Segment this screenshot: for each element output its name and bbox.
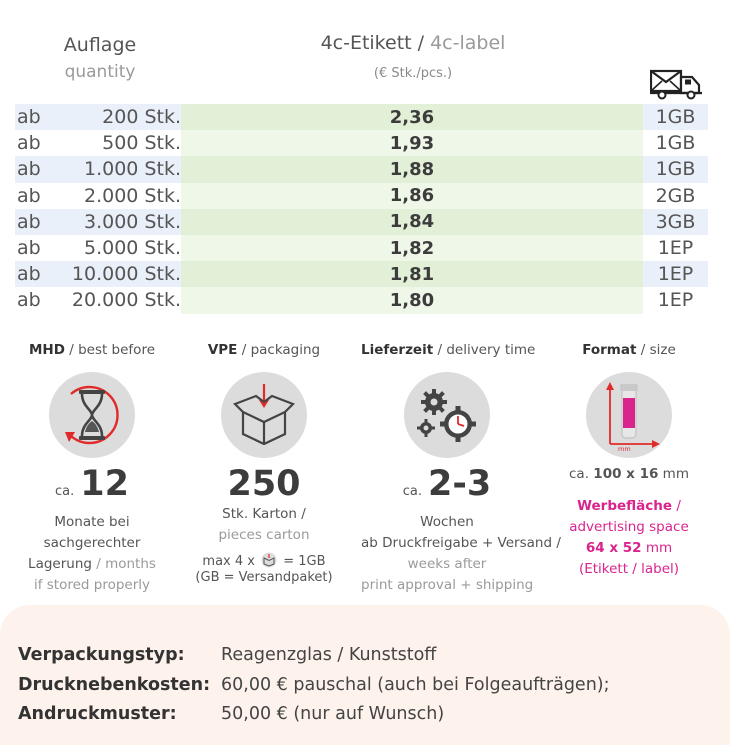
row-shipping: 1EP	[657, 237, 694, 260]
row-quantity: 5.000 Stk.	[84, 237, 181, 260]
test-tube-icon	[586, 372, 672, 458]
quantity-header-de: Auflage	[63, 34, 137, 56]
row-ab: ab	[17, 237, 41, 260]
detail-value: 50,00 € (nur auf Wunsch)	[221, 704, 445, 724]
table-row	[15, 261, 708, 287]
row-shipping: 1EP	[643, 261, 708, 287]
row-shipping: 1GB	[643, 156, 708, 182]
row-price: 1,82	[181, 235, 643, 261]
format-icon-mm: mm	[618, 445, 631, 453]
vpe-title: VPE / packaging	[207, 342, 321, 358]
box-icon	[221, 372, 307, 458]
table-row	[15, 209, 708, 235]
vpe-note1-b: = 1GB	[283, 554, 326, 569]
row-ab: ab	[17, 132, 41, 155]
row-price: 1,81	[181, 261, 643, 287]
row-quantity: 3.000 Stk.	[55, 209, 181, 235]
row-quantity: 10.000 Stk.	[55, 261, 181, 287]
table-row	[15, 156, 708, 182]
mhd-title: MHD / best before	[28, 342, 156, 358]
delivery-number: 2-3	[428, 464, 492, 504]
delivery-title-de: Lieferzeit	[361, 342, 434, 358]
detail-key: Drucknebenkosten:	[18, 675, 211, 695]
row-quantity: 20.000 Stk.	[71, 289, 181, 312]
format-ad-note: (Etikett / label)	[578, 561, 680, 577]
row-price: 2,36	[181, 104, 643, 130]
format-size-value: 100 x 16	[593, 466, 659, 482]
format-ad-unit: mm	[645, 540, 673, 556]
table-row	[15, 183, 708, 209]
mhd-number: 12	[80, 464, 129, 504]
table-row	[15, 235, 708, 261]
vpe-line2: pieces carton	[218, 527, 310, 543]
format-title-de: Format	[582, 342, 637, 358]
mhd-line2: sachgerechter	[43, 535, 141, 551]
format-ca: ca.	[569, 466, 589, 482]
mhd-line3-de: Lagerung	[28, 556, 92, 572]
mhd-line3: Lagerung / months	[28, 556, 156, 572]
row-ab: ab	[17, 184, 41, 207]
delivery-ca: ca.	[402, 484, 422, 499]
price-table	[15, 104, 708, 314]
delivery-line2: ab Druckfreigabe + Versand /	[361, 535, 561, 551]
price-unit: (€ Stk./pcs.)	[373, 66, 453, 81]
row-quantity: 1.000 Stk.	[55, 156, 181, 182]
detail-row	[18, 704, 444, 724]
quantity-header-en: quantity	[64, 62, 136, 82]
row-quantity: 500 Stk.	[102, 132, 181, 155]
info-delivery	[361, 342, 561, 596]
format-ad-en: advertising space	[569, 519, 689, 535]
detail-key: Verpackungstyp:	[18, 645, 185, 665]
mhd-title-en: best before	[78, 342, 156, 358]
row-ab: ab	[15, 261, 55, 287]
detail-value: Reagenzglas / Kunststoff	[221, 645, 437, 665]
row-price: 1,93	[181, 130, 643, 156]
delivery-title-en: delivery time	[446, 342, 536, 358]
gears-clock-icon	[404, 372, 490, 458]
table-row	[15, 287, 708, 313]
table-row	[15, 104, 708, 130]
info-mhd	[6, 342, 178, 596]
format-title: Format / size	[582, 342, 676, 358]
format-ad-de: Werbefläche	[577, 498, 673, 514]
detail-row	[18, 645, 436, 665]
details-panel	[0, 605, 730, 745]
delivery-line1: Wochen	[420, 514, 474, 530]
hourglass-icon	[49, 372, 135, 458]
mhd-title-de: MHD	[28, 342, 65, 358]
vpe-note1-a: max 4 x	[202, 554, 255, 569]
small-box-icon	[259, 552, 279, 568]
row-shipping: 1GB	[655, 132, 696, 155]
row-shipping: 1EP	[657, 289, 694, 312]
row-ab: ab	[15, 156, 55, 182]
row-price: 1,80	[181, 287, 643, 313]
row-shipping: 3GB	[643, 209, 708, 235]
row-price: 1,84	[181, 209, 643, 235]
mhd-value	[6, 464, 178, 512]
detail-key: Andruckmuster:	[18, 704, 177, 724]
format-ad-size	[543, 538, 715, 559]
row-ab: ab	[15, 104, 55, 130]
mhd-line1: Monate bei	[54, 514, 130, 530]
delivery-line3: weeks after	[407, 556, 487, 572]
vpe-note2: (GB = Versandpaket)	[195, 570, 333, 585]
format-ad-title: Werbefläche /	[577, 498, 681, 514]
info-format	[543, 342, 715, 580]
format-title-en: size	[649, 342, 676, 358]
delivery-title: Lieferzeit / delivery time	[361, 342, 536, 358]
detail-row	[18, 675, 610, 695]
table-row	[15, 130, 708, 156]
format-size	[543, 466, 715, 482]
label-header-de: 4c-Etikett	[320, 32, 412, 54]
vpe-value: 250	[227, 464, 301, 504]
label-header-sep: /	[411, 32, 431, 54]
vpe-title-de: VPE	[207, 342, 238, 358]
vpe-note1	[178, 552, 350, 570]
row-price: 1,88	[181, 156, 643, 182]
detail-value: 60,00 € pauschal (auch bei Folgeaufträgen);	[221, 675, 610, 695]
row-price: 1,86	[181, 183, 643, 209]
delivery-line4: print approval + shipping	[361, 577, 534, 593]
row-ab: ab	[17, 289, 41, 312]
label-header	[213, 32, 613, 54]
row-shipping: 2GB	[655, 184, 696, 207]
format-ad-size-value: 64 x 52	[585, 540, 642, 556]
delivery-value	[361, 464, 533, 512]
format-size-unit: mm	[662, 466, 689, 482]
label-header-en: 4c-label	[430, 32, 506, 54]
info-vpe	[178, 342, 350, 586]
truck-mail-icon	[650, 66, 704, 100]
vpe-line1: Stk. Karton /	[222, 506, 306, 522]
mhd-line3-en: months	[105, 556, 156, 572]
row-quantity: 200 Stk.	[55, 104, 181, 130]
mhd-line4: if stored properly	[33, 577, 151, 593]
row-quantity: 2.000 Stk.	[84, 184, 181, 207]
vpe-title-en: packaging	[250, 342, 321, 358]
mhd-ca: ca.	[55, 484, 75, 499]
row-ab: ab	[15, 209, 55, 235]
row-shipping: 1GB	[643, 104, 708, 130]
